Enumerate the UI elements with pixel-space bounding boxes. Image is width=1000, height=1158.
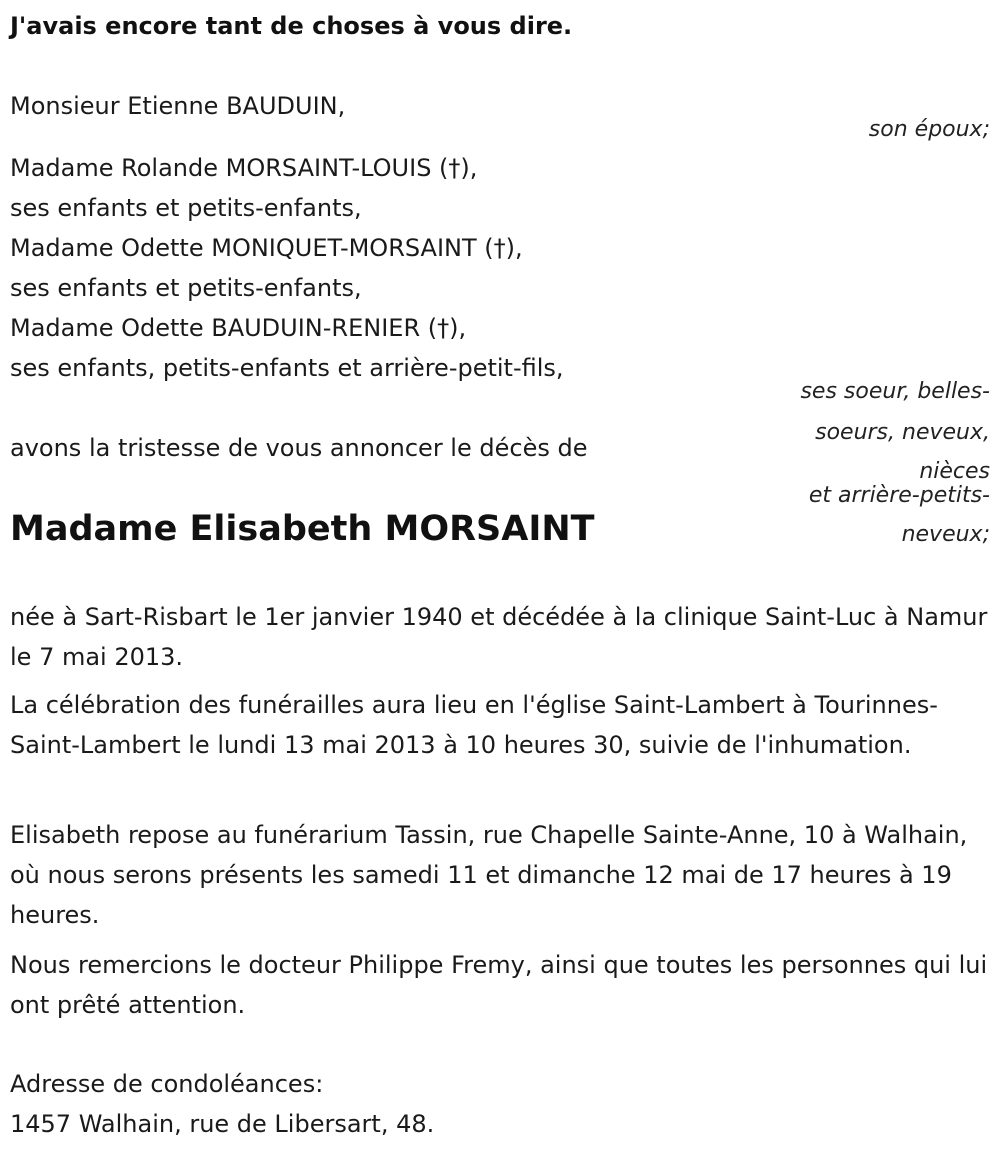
relatives-role-line: ses soeur, belles- [800,379,990,404]
condolences-address: 1457 Walhain, rue de Libersart, 48. [10,1110,435,1138]
funeral-paragraph: La célébration des funérailles aura lieu en l'église Saint-Lambert à Tourinnes-Saint-Lambert le lundi 13 mai 2013 à 10 heures 30, suivie de l'inhumation. [10,691,938,759]
family-line: ses enfants et petits-enfants, [10,274,362,302]
opening-quote: J'avais encore tant de choses à vous dire. [10,12,573,40]
viewing-paragraph: Elisabeth repose au funérarium Tassin, rue Chapelle Sainte-Anne, 10 à Walhain, où nous serons présents les samedi 11 et dimanche 12 mai de 17 heures à 19 heures. [10,821,968,929]
family-line: Madame Odette BAUDUIN-RENIER (†), [10,314,467,342]
deceased-name: Madame Elisabeth MORSAINT [10,509,595,549]
family-line: Madame Rolande MORSAINT-LOUIS (†), [10,154,478,182]
relatives-role-line: soeurs, neveux, [815,420,990,445]
relatives-role-line: nièces [919,459,990,484]
family-line: ses enfants et petits-enfants, [10,194,362,222]
spouse-name: Monsieur Etienne BAUDUIN, [10,92,346,120]
spouse-role: son époux; [868,117,990,142]
condolences-label: Adresse de condoléances: [10,1070,324,1098]
announcement-text: avons la tristesse de vous annoncer le décès de [10,434,588,462]
relatives-role-line: neveux; [901,522,990,547]
family-line: Madame Odette MONIQUET-MORSAINT (†), [10,234,523,262]
family-line: ses enfants, petits-enfants et arrière-petit-fils, [10,354,564,382]
thanks-paragraph: Nous remercions le docteur Philippe Fremy, ainsi que toutes les personnes qui lui ont prêté attention. [10,951,988,1019]
relatives-role-line: et arrière-petits- [808,483,990,508]
birth-death-paragraph: née à Sart-Risbart le 1er janvier 1940 et décédée à la clinique Saint-Luc à Namur le 7 mai 2013. [10,603,988,671]
